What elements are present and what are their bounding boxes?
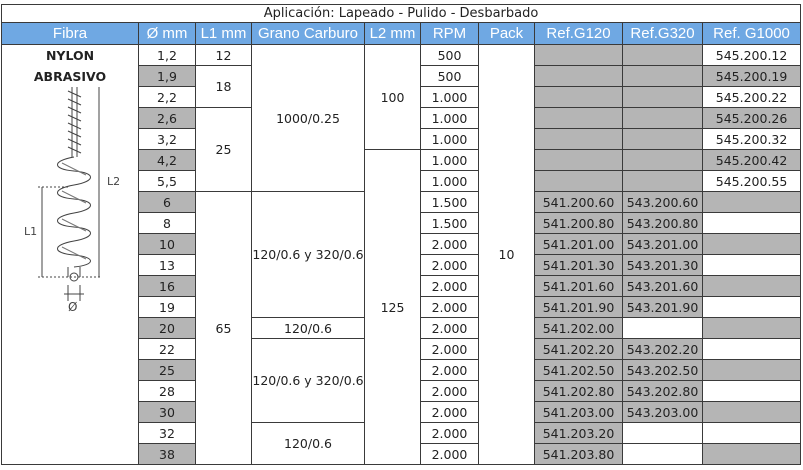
diameter-cell: 4,2 <box>139 150 196 171</box>
l1-cell: 65 <box>196 192 252 465</box>
rpm-cell: 2.000 <box>421 360 479 381</box>
header-diameter: Ø mm <box>139 23 196 45</box>
ref-g120-cell: 541.201.90 <box>535 297 623 318</box>
ref-g120-cell <box>535 66 623 87</box>
diameter-cell: 19 <box>139 297 196 318</box>
diameter-cell: 10 <box>139 234 196 255</box>
grano-cell: 1000/0.25 <box>252 45 365 192</box>
pack-cell: 10 <box>479 45 535 465</box>
header-pack: Pack <box>479 23 535 45</box>
rpm-cell: 2.000 <box>421 444 479 465</box>
ref-g320-cell: 543.200.80 <box>623 213 703 234</box>
diameter-cell: 2,2 <box>139 87 196 108</box>
header-g1000: Ref. G1000 <box>703 23 801 45</box>
diameter-cell: 6 <box>139 192 196 213</box>
spiral-brush-drawing <box>2 87 139 315</box>
rpm-cell: 2.000 <box>421 297 479 318</box>
rpm-cell: 500 <box>421 45 479 66</box>
l1-cell: 25 <box>196 108 252 192</box>
diameter-cell: 20 <box>139 318 196 339</box>
diameter-cell: 8 <box>139 213 196 234</box>
ref-g320-cell: 543.203.00 <box>623 402 703 423</box>
l1-cell: 12 <box>196 45 252 66</box>
ref-g320-cell: 543.201.30 <box>623 255 703 276</box>
brush-drawing-cell <box>2 87 139 465</box>
ref-g1000-cell: 545.200.42 <box>703 150 801 171</box>
ref-g120-cell: 541.202.50 <box>535 360 623 381</box>
ref-g1000-cell <box>703 381 801 402</box>
rpm-cell: 500 <box>421 66 479 87</box>
fibra-label-abrasivo: ABRASIVO <box>2 66 139 87</box>
ref-g120-cell: 541.201.30 <box>535 255 623 276</box>
table-title: Aplicación: Lapeado - Pulido - Desbarbado <box>2 5 801 23</box>
ref-g1000-cell <box>703 234 801 255</box>
l2-cell: 100 <box>365 45 421 150</box>
diameter-cell: 22 <box>139 339 196 360</box>
ref-g1000-cell <box>703 444 801 465</box>
ref-g1000-cell: 545.200.12 <box>703 45 801 66</box>
ref-g120-cell: 541.200.80 <box>535 213 623 234</box>
diameter-cell: 5,5 <box>139 171 196 192</box>
ref-g120-cell: 541.203.00 <box>535 402 623 423</box>
grano-cell: 120/0.6 <box>252 318 365 339</box>
ref-g320-cell <box>623 444 703 465</box>
ref-g120-cell <box>535 150 623 171</box>
ref-g1000-cell <box>703 276 801 297</box>
grano-cell: 120/0.6 <box>252 423 365 465</box>
ref-g320-cell: 543.202.50 <box>623 360 703 381</box>
ref-g120-cell: 541.202.80 <box>535 381 623 402</box>
ref-g120-cell <box>535 87 623 108</box>
diameter-cell: 25 <box>139 360 196 381</box>
ref-g1000-cell <box>703 339 801 360</box>
header-row <box>2 23 801 45</box>
ref-g120-cell <box>535 108 623 129</box>
l1-dimension-label: L1 <box>24 224 38 238</box>
ref-g120-cell: 541.202.20 <box>535 339 623 360</box>
rpm-cell: 1.500 <box>421 213 479 234</box>
ref-g1000-cell: 545.200.32 <box>703 129 801 150</box>
rpm-cell: 2.000 <box>421 381 479 402</box>
ref-g1000-cell: 545.200.55 <box>703 171 801 192</box>
diameter-cell: 38 <box>139 444 196 465</box>
ref-g320-cell <box>623 108 703 129</box>
header-g120: Ref.G120 <box>535 23 623 45</box>
ref-g320-cell: 543.202.80 <box>623 381 703 402</box>
diameter-cell: 1,2 <box>139 45 196 66</box>
grano-cell: 120/0.6 y 320/0.6 <box>252 339 365 423</box>
rpm-cell: 2.000 <box>421 318 479 339</box>
ref-g120-cell: 541.200.60 <box>535 192 623 213</box>
ref-g320-cell <box>623 45 703 66</box>
ref-g120-cell: 541.203.80 <box>535 444 623 465</box>
ref-g320-cell: 543.200.60 <box>623 192 703 213</box>
ref-g320-cell: 543.202.20 <box>623 339 703 360</box>
header-fibra: Fibra <box>2 23 139 45</box>
ref-g320-cell: 543.201.00 <box>623 234 703 255</box>
ref-g1000-cell <box>703 318 801 339</box>
ref-g320-cell: 543.201.60 <box>623 276 703 297</box>
ref-g320-cell <box>623 87 703 108</box>
ref-g320-cell <box>623 318 703 339</box>
ref-g120-cell <box>535 129 623 150</box>
diameter-cell: 28 <box>139 381 196 402</box>
ref-g320-cell <box>623 66 703 87</box>
ref-g320-cell <box>623 150 703 171</box>
rpm-cell: 2.000 <box>421 423 479 444</box>
rpm-cell: 1.000 <box>421 171 479 192</box>
ref-g1000-cell: 545.200.19 <box>703 66 801 87</box>
diameter-cell: 3,2 <box>139 129 196 150</box>
diameter-cell: 2,6 <box>139 108 196 129</box>
rpm-cell: 1.000 <box>421 108 479 129</box>
header-l2: L2 mm <box>365 23 421 45</box>
ref-g120-cell: 541.201.00 <box>535 234 623 255</box>
ref-g1000-cell <box>703 402 801 423</box>
ref-g320-cell <box>623 423 703 444</box>
rpm-cell: 2.000 <box>421 402 479 423</box>
ref-g1000-cell: 545.200.22 <box>703 87 801 108</box>
l1-cell: 18 <box>196 66 252 108</box>
diameter-cell: 1,9 <box>139 66 196 87</box>
rpm-cell: 1.500 <box>421 192 479 213</box>
header-grano: Grano Carburo <box>252 23 365 45</box>
rpm-cell: 2.000 <box>421 339 479 360</box>
grano-cell: 120/0.6 y 320/0.6 <box>252 192 365 318</box>
ref-g1000-cell <box>703 213 801 234</box>
l2-cell: 125 <box>365 150 421 465</box>
diameter-cell: 16 <box>139 276 196 297</box>
l2-dimension-label: L2 <box>107 174 121 188</box>
ref-g1000-cell <box>703 255 801 276</box>
ref-g120-cell: 541.202.00 <box>535 318 623 339</box>
ref-g1000-cell <box>703 297 801 318</box>
diameter-cell: 13 <box>139 255 196 276</box>
ref-g1000-cell <box>703 423 801 444</box>
table-row <box>2 45 801 66</box>
fibra-label-nylon: NYLON <box>2 45 139 66</box>
header-g320: Ref.G320 <box>623 23 703 45</box>
ref-g120-cell <box>535 45 623 66</box>
rpm-cell: 1.000 <box>421 129 479 150</box>
rpm-cell: 2.000 <box>421 255 479 276</box>
rpm-cell: 1.000 <box>421 150 479 171</box>
ref-g1000-cell: 545.200.26 <box>703 108 801 129</box>
ref-g120-cell: 541.201.60 <box>535 276 623 297</box>
header-rpm: RPM <box>421 23 479 45</box>
ref-g1000-cell <box>703 360 801 381</box>
ref-g320-cell <box>623 129 703 150</box>
rpm-cell: 2.000 <box>421 234 479 255</box>
ref-g320-cell <box>623 171 703 192</box>
ref-g320-cell: 543.201.90 <box>623 297 703 318</box>
diameter-cell: 30 <box>139 402 196 423</box>
header-l1: L1 mm <box>196 23 252 45</box>
ref-g1000-cell <box>703 192 801 213</box>
ref-g120-cell <box>535 171 623 192</box>
diameter-cell: 32 <box>139 423 196 444</box>
diameter-symbol-label: Ø <box>68 299 78 314</box>
spec-table <box>1 4 801 465</box>
ref-g120-cell: 541.203.20 <box>535 423 623 444</box>
rpm-cell: 2.000 <box>421 276 479 297</box>
rpm-cell: 1.000 <box>421 87 479 108</box>
